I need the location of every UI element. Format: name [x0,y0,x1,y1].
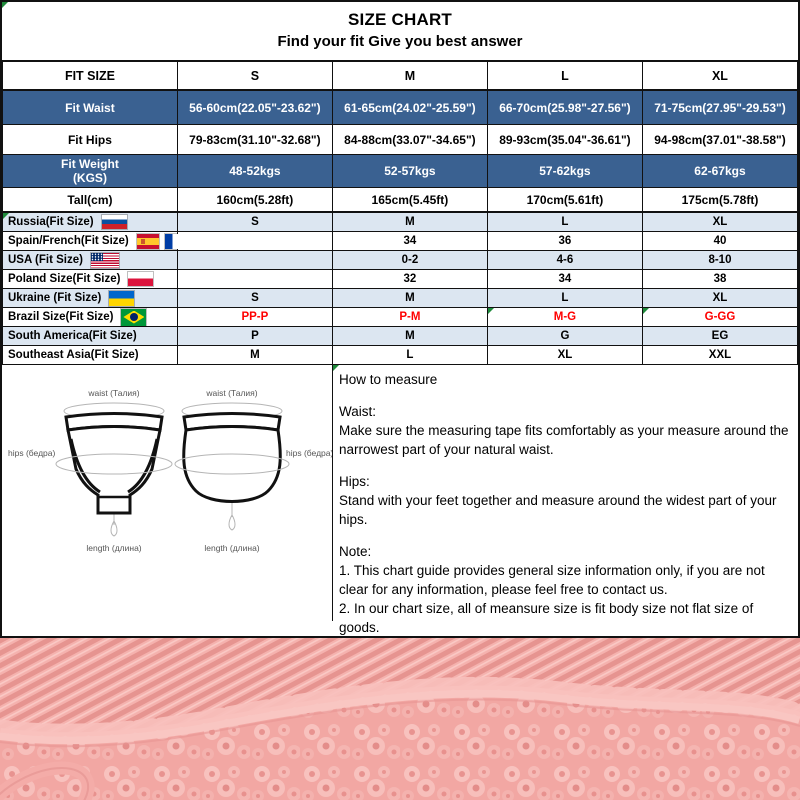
table-cell [177,270,332,289]
table-cell: M [177,346,332,365]
measure-heading: How to measure [339,372,438,387]
table-row-fit-waist [3,90,798,125]
table-cell: L [487,212,642,232]
brazil-flag-icon [121,309,146,326]
row-label: Tall(cm) [3,188,178,213]
table-row-brazil [3,308,798,327]
size-chart-table [2,60,798,365]
table-cell: 170cm(5.61ft) [487,188,642,213]
table-row-southeast-asia [3,346,798,365]
table-cell: 62-67kgs [642,155,797,188]
table-cell: 165cm(5.45ft) [332,188,487,213]
table-cell: 52-57kgs [332,155,487,188]
hips-title: Hips: [339,474,370,489]
table-cell: P-M [332,308,487,327]
row-label: Poland Size(Fit Size) [8,273,121,285]
waist-label-back: waist (Талия) [206,388,258,398]
table-cell: M [332,327,487,346]
table-cell: 8-10 [642,251,797,270]
row-label-cell [3,289,178,308]
table-cell: S [177,212,332,232]
table-row-fit-hips [3,125,798,155]
table-row-fit-weight [3,155,798,188]
row-label [3,155,178,188]
panty-diagram-svg [2,365,332,621]
measurement-diagram [2,365,332,621]
table-cell: 71-75cm(27.95"-29.53") [642,90,797,125]
table-cell: 160cm(5.28ft) [177,188,332,213]
table-cell [177,251,332,270]
table-cell: G-GG [642,308,797,327]
row-label: Fit Waist [3,90,178,125]
table-cell: M-G [487,308,642,327]
column-header: FIT SIZE [3,61,178,90]
table-cell: EG [642,327,797,346]
waist-text: Make sure the measuring tape fits comfortably as your measure around the narrowest part of your natural waist. [339,423,789,457]
waist-title: Waist: [339,404,376,419]
excel-marker-icon [488,308,494,314]
usa-flag-icon [91,253,119,268]
table-cell: 40 [642,232,797,251]
table-cell: XL [487,346,642,365]
table-cell: 79-83cm(31.10"-32.68") [177,125,332,155]
table-cell: PP-P [177,308,332,327]
table-cell: 34 [487,270,642,289]
table-cell: S [177,289,332,308]
row-label-cell [3,212,178,232]
row-label-cell [3,232,178,251]
row-label: Southeast Asia(Fit Size) [3,346,178,365]
row-label: South America(Fit Size) [3,327,178,346]
hips-label-front: hips (бедра) [8,448,56,458]
column-header: L [487,61,642,90]
hips-text: Stand with your feet together and measure around the widest part of your hips. [339,493,777,527]
table-cell: 48-52kgs [177,155,332,188]
table-cell: XXL [642,346,797,365]
row-label: Brazil Size(Fit Size) [8,311,114,323]
ukraine-flag-icon [109,291,134,306]
table-cell: 32 [332,270,487,289]
row-label: USA (Fit Size) [8,254,83,266]
excel-marker-icon [333,365,339,371]
table-cell: L [332,346,487,365]
table-cell: 36 [487,232,642,251]
header-row [3,61,798,90]
row-label: Ukraine (Fit Size) [8,292,102,304]
spain-flag-icon [137,234,159,249]
table-cell: 84-88cm(33.07"-34.65") [332,125,487,155]
row-label-cell [3,251,178,270]
waist-label-front: waist (Талия) [88,388,140,398]
table-cell: 66-70cm(25.98"-27.56") [487,90,642,125]
column-header: M [332,61,487,90]
table-cell: 34 [332,232,487,251]
table-cell: M [332,212,487,232]
table-row-ukraine [3,289,798,308]
table-cell: 0-2 [332,251,487,270]
table-cell: G [487,327,642,346]
table-cell: L [487,289,642,308]
table-cell: M [332,289,487,308]
russia-flag-icon [102,215,127,229]
table-row-tall [3,188,798,213]
table-row-spain-french [3,232,798,251]
excel-marker-icon [3,213,9,219]
bottom-section [2,365,798,635]
row-label: Russia(Fit Size) [8,216,94,228]
note-item-1: 1. This chart guide provides general size information only, if you are not clear for any information, please feel free to contact us. [339,563,765,597]
table-cell: 57-62kgs [487,155,642,188]
table-cell: 38 [642,270,797,289]
length-label-front: length (длина) [86,543,142,553]
table-cell: XL [642,289,797,308]
table-cell: 61-65cm(24.02"-25.59") [332,90,487,125]
pink-lace-fabric [0,638,800,800]
length-label-back: length (длина) [204,543,260,553]
column-header: S [177,61,332,90]
row-label: Spain/French(Fit Size) [8,235,129,247]
table-cell: 89-93cm(35.04"-36.61") [487,125,642,155]
table-row-south-america [3,327,798,346]
page-subtitle: Find your fit Give you best answer [277,33,523,50]
excel-marker-icon [2,2,8,8]
how-to-measure-panel [332,365,798,635]
table-cell [177,232,332,251]
table-row-russia [3,212,798,232]
hips-label-back: hips (бедра) [286,448,332,458]
table-row-poland [3,270,798,289]
row-label: Fit Hips [3,125,178,155]
row-label-line1: Fit Weight [61,157,119,171]
row-label-cell [3,308,178,327]
title-block [2,2,798,60]
row-label-cell [3,270,178,289]
table-cell: 175cm(5.78ft) [642,188,797,213]
column-header: XL [642,61,797,90]
table-cell: 4-6 [487,251,642,270]
table-cell: P [177,327,332,346]
table-cell: XL [642,212,797,232]
panty-front-diagram [56,403,172,536]
table-cell: 56-60cm(22.05"-23.62") [177,90,332,125]
page-title: SIZE CHART [348,10,452,29]
product-photo [0,638,800,800]
table-cell: 94-98cm(37.01"-38.58") [642,125,797,155]
row-label-line2: (KGS) [72,171,107,185]
table-row-usa [3,251,798,270]
panty-back-diagram [175,403,289,530]
excel-marker-icon [643,308,649,314]
note-item-2: 2. In our chart size, all of meansure size is fit body size not flat size of goods. [339,601,754,635]
poland-flag-icon [128,272,153,286]
note-title: Note: [339,544,372,559]
